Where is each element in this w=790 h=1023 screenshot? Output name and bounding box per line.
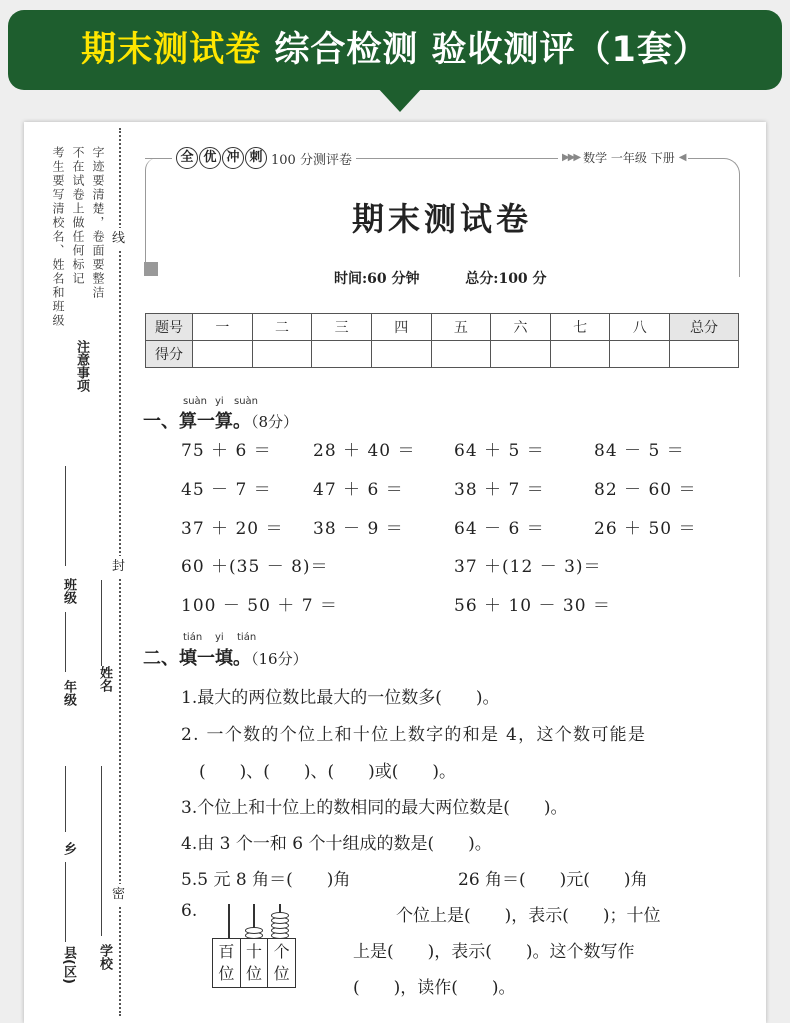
notice-title: 注意事项 [74, 340, 89, 392]
pinyin: tián [183, 632, 203, 643]
abacus-label-hundreds: 百 位 [213, 939, 241, 987]
equation: 37 ＋ 20 ＝ [181, 519, 284, 539]
pinyin: suàn [183, 396, 208, 407]
equation: 100 － 50 ＋ 7 ＝ [181, 596, 338, 616]
notice-line-3: 字迹要清楚，卷面要整洁 [91, 146, 105, 300]
score-cell[interactable] [371, 341, 431, 368]
header-corner-square [144, 262, 158, 276]
score-cell[interactable] [193, 341, 253, 368]
township-blank-line [65, 766, 66, 832]
equation: 64 ＋ 5 ＝ [454, 441, 545, 461]
pinyin: yi [215, 632, 224, 643]
exam-total: 总分:100 分 [465, 271, 547, 287]
notice-line-2: 不在试卷上做任何标记 [71, 146, 85, 286]
name-blank-line [101, 580, 102, 666]
equation: 82 － 60 ＝ [594, 480, 697, 500]
section2-heading [143, 644, 308, 670]
equation: 26 ＋ 50 ＝ [594, 519, 697, 539]
score-col-header: 六 [491, 314, 551, 341]
brand-char: 全 [176, 147, 198, 169]
score-cell[interactable] [610, 341, 670, 368]
abacus-frame [212, 938, 296, 988]
equation: 38 － 9 ＝ [313, 519, 404, 539]
equation: 28 ＋ 40 ＝ [313, 441, 416, 461]
question-1: 1.最大的两位数比最大的一位数多( )。 [181, 688, 500, 708]
exam-title: 期末测试卷 [351, 200, 532, 238]
pinyin: tián [237, 632, 257, 643]
score-cell[interactable] [252, 341, 312, 368]
equation: 60 ＋(35 － 8)＝ [181, 557, 329, 577]
score-total-cell[interactable] [670, 341, 739, 368]
triangle-left-icon: ◀ [678, 152, 685, 163]
abacus-rod-hundreds [228, 904, 230, 938]
triangle-arrows-icon: ▶▶▶ [562, 152, 580, 163]
score-col-header: 一 [193, 314, 253, 341]
brand-suffix: 100 分测评卷 [271, 152, 352, 168]
brand-char: 冲 [222, 147, 244, 169]
banner-subtitle: 综合检测 验收测评（1套） [274, 30, 709, 70]
score-cell[interactable] [431, 341, 491, 368]
equation: 56 ＋ 10 － 30 ＝ [454, 596, 611, 616]
score-col-header: 四 [371, 314, 431, 341]
score-value-row [146, 341, 739, 368]
score-table [145, 313, 739, 368]
name-label: 姓名 [97, 666, 112, 692]
exam-meta [330, 268, 551, 288]
exam-time: 时间:60 分钟 [334, 271, 420, 287]
question-6-number: 6. [181, 901, 198, 921]
brand-mark [172, 147, 356, 169]
question-5b: 26 角＝( )元( )角 [458, 870, 648, 890]
section1-heading [143, 407, 298, 433]
township-label: 乡 [61, 842, 76, 855]
score-col-header: 二 [252, 314, 312, 341]
score-header-row [146, 314, 739, 341]
banner-title [8, 10, 782, 90]
score-cell[interactable] [312, 341, 372, 368]
section2-title: 二、填一填。 [143, 648, 251, 669]
brand-char: 刺 [245, 147, 267, 169]
county-blank-line [65, 862, 66, 942]
notice-line-1: 考生要写清校名、姓名和班级 [51, 146, 65, 328]
equation: 38 ＋ 7 ＝ [454, 480, 545, 500]
grade-blank-line [65, 612, 66, 672]
score-cell[interactable] [491, 341, 551, 368]
abacus-label-ones: 个 位 [273, 942, 290, 983]
question-6-line-1: 个位上是( )，表示( )；十位 [396, 906, 661, 926]
question-5a: 5.5 元 8 角＝( )角 [181, 870, 351, 890]
class-blank-line [65, 466, 66, 566]
banner-highlight: 期末测试卷 [81, 30, 262, 70]
abacus-figure [212, 904, 296, 988]
county-label: 县(区) [61, 946, 76, 984]
banner-pointer [376, 86, 424, 112]
equation: 45 － 7 ＝ [181, 480, 272, 500]
abacus-bead [245, 927, 263, 934]
school-blank-line [101, 766, 102, 936]
subject-text: 数学 一年级 下册 [583, 151, 675, 165]
score-col-header: 七 [550, 314, 610, 341]
score-row-label: 题号 [146, 314, 193, 341]
question-2: 2. 一个数的个位上和十位上数字的和是 4，这个数可能是 [181, 725, 647, 745]
seal-char-secret: 密 [112, 884, 125, 905]
seal-char-line: 线 [112, 228, 125, 249]
seal-char-seal: 封 [112, 556, 125, 577]
class-label: 班级 [61, 578, 76, 604]
equation: 47 ＋ 6 ＝ [313, 480, 404, 500]
title-banner [8, 10, 782, 90]
pinyin: suàn [234, 396, 259, 407]
pinyin: yi [215, 396, 224, 407]
score-total-header: 总分 [670, 314, 739, 341]
brand-char: 优 [199, 147, 221, 169]
equation: 64 － 6 ＝ [454, 519, 545, 539]
score-col-header: 三 [312, 314, 372, 341]
score-col-header: 八 [610, 314, 670, 341]
score-cell[interactable] [550, 341, 610, 368]
school-label: 学校 [97, 944, 112, 970]
score-row-label: 得分 [146, 341, 193, 368]
question-4: 4.由 3 个一和 6 个十组成的数是( )。 [181, 834, 492, 854]
equation: 75 ＋ 6 ＝ [181, 441, 272, 461]
equation: 84 － 5 ＝ [594, 441, 685, 461]
question-6-line-2: 上是( )，表示( )。这个数写作 [353, 942, 635, 962]
section1-title: 一、算一算。 [143, 411, 251, 432]
question-2-blanks: ( )、( )、( )或( )。 [199, 762, 457, 782]
score-col-header: 五 [431, 314, 491, 341]
question-3: 3.个位上和十位上的数相同的最大两位数是( )。 [181, 798, 568, 818]
section2-points: （16分） [251, 650, 308, 668]
section1-points: （8分） [251, 413, 299, 431]
subject-label [558, 149, 688, 166]
abacus-label-tens: 十 位 [241, 939, 269, 987]
question-6-line-3: ( )，读作( )。 [353, 978, 516, 998]
grade-label: 年级 [61, 680, 76, 706]
abacus-bead [271, 912, 289, 919]
equation: 37 ＋(12 － 3)＝ [454, 557, 602, 577]
